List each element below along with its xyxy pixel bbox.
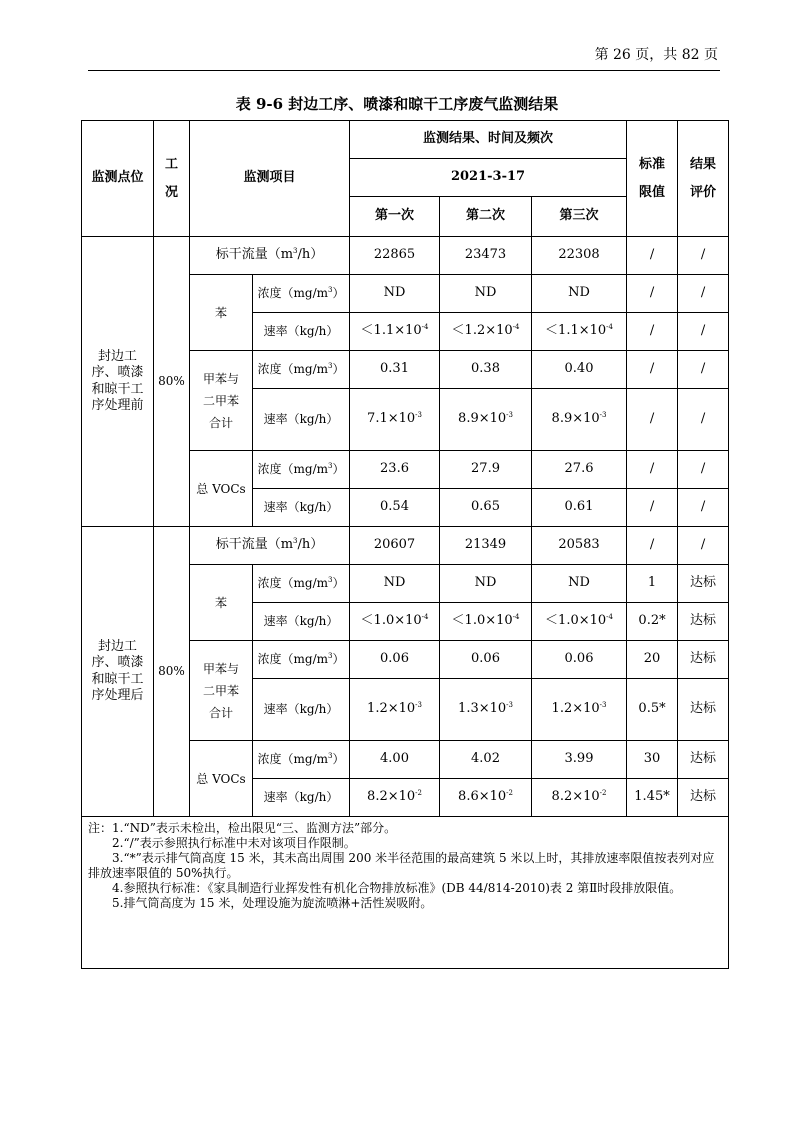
value-main: ND [568,575,590,591]
value-main: 8.9×10 [551,411,600,427]
text-end: ） [332,286,345,300]
result-value [532,275,627,313]
result-value [532,679,627,741]
pollutant-line: 甲苯与 [202,661,239,676]
result-value [532,779,627,817]
limit-cell: 1 [627,565,678,603]
value-main: 0.31 [380,361,409,377]
value-main: 0.06 [380,651,409,667]
value-main: 27.6 [564,461,594,477]
header-second: 第二次 [440,197,532,237]
value-main: 0.40 [564,361,594,377]
text-main: 浓度（mg/m [257,462,328,476]
flow-label [190,237,350,275]
evaluation-cell: 达标 [678,641,729,679]
evaluation-cell: 达标 [678,679,729,741]
evaluation-cell: / [678,237,729,275]
value-main: ＜1.1×10 [360,323,422,339]
parameter-cell [253,351,350,389]
value-main: 0.54 [380,499,409,515]
pollutant-name [190,565,253,641]
parameter-cell [253,275,350,313]
text-main: 速率（kg/h） [263,500,339,514]
flow-value: 23473 [440,237,532,275]
limit-cell: 30 [627,741,678,779]
evaluation-cell: / [678,451,729,489]
pollutant-line: 合计 [208,705,233,720]
text-main: 速率（kg/h） [263,324,339,338]
pollutant-name [190,741,253,817]
limit-cell: / [627,389,678,451]
pollutant-line: 苯 [214,305,227,320]
text-end: /h） [297,247,324,263]
value-exponent: -3 [599,701,607,710]
value-main: ＜1.1×10 [545,323,607,339]
page-number: 第 26 页，共 82 页 [594,47,718,63]
value-main: ND [383,285,406,301]
text-main: 速率（kg/h） [263,614,339,628]
pollutant-line: 二甲苯 [202,393,239,408]
result-value [532,603,627,641]
parameter-cell [253,679,350,741]
limit-cell: 20 [627,641,678,679]
result-value [350,741,440,779]
parameter-cell [253,565,350,603]
value-main: 1.2×10 [551,701,600,717]
location-line: 封边工 [97,349,137,364]
value-main: 8.2×10 [367,789,416,805]
location-line: 序处理后 [91,687,144,703]
result-value [350,603,440,641]
table-notes [82,817,729,969]
value-exponent: -4 [512,613,520,622]
value-exponent: -4 [421,323,429,332]
evaluation-cell: 达标 [678,565,729,603]
flow-value: 20583 [532,527,627,565]
note-line: 3.“*”表示排气筒高度 15 米，其未高出周围 200 米半径范围的最高建筑 5 米以上时，其排放速率限值按表列对应排放速率限值的 50%执行。 [88,851,715,880]
text-end: ） [332,576,345,590]
table-title: 表 9-6 封边工序、喷漆和晾干工序废气监测结果 [235,95,559,113]
result-value [350,389,440,451]
monitoring-results-table [81,120,729,969]
evaluation-cell: / [678,489,729,527]
parameter-cell [253,451,350,489]
text-end: ） [332,652,345,666]
parameter-cell [253,603,350,641]
result-value [440,313,532,351]
text-main: 浓度（mg/m [257,362,328,376]
result-value [440,489,532,527]
header-first: 第一次 [350,197,440,237]
parameter-cell [253,741,350,779]
limit-cell: / [627,527,678,565]
value-main: 3.99 [564,751,594,767]
value-exponent: -3 [415,411,422,420]
location-line: 封边工 [97,639,137,654]
value-exponent: -3 [599,411,607,420]
evaluation-cell: / [678,527,729,565]
result-value [350,275,440,313]
parameter-cell [253,779,350,817]
superscript: 3 [293,537,298,546]
pollutant-name [190,641,253,741]
result-value [532,389,627,451]
header-location: 监测点位 [82,121,154,237]
value-exponent: -2 [599,789,607,798]
value-exponent: -4 [606,613,613,622]
superscript: 3 [328,462,333,470]
evaluation-cell: / [678,389,729,451]
value-exponent: -4 [421,613,429,622]
header-date: 2021-3-17 [350,159,627,197]
evaluation-cell: / [678,351,729,389]
header-limit: 标准 限值 [627,121,678,237]
result-value [440,565,532,603]
text-main: 浓度（mg/m [257,576,328,590]
result-value [532,565,627,603]
note-line: 5.排气筒高度为 15 米，处理设施为旋流喷淋+活性炭吸附。 [112,896,433,910]
value-main: 0.61 [564,499,594,515]
limit-cell: / [627,351,678,389]
text-main: 速率（kg/h） [263,412,339,426]
value-main: 1.2×10 [367,701,416,717]
pollutant-name [190,275,253,351]
evaluation-cell: 达标 [678,603,729,641]
text-main: 浓度（mg/m [257,652,328,666]
value-main: 1.3×10 [458,701,507,717]
value-exponent: -4 [606,323,613,332]
limit-cell: / [627,275,678,313]
limit-cell: 1.45* [627,779,678,817]
location-line: 序处理前 [91,397,144,413]
pollutant-name [190,451,253,527]
note-line: 2.“/”表示参照执行标准中未对该项目作限制。 [112,836,356,850]
evaluation-cell: / [678,313,729,351]
value-main: ＜1.0×10 [451,613,513,629]
text-end: ） [332,362,345,376]
location-cell [82,527,154,817]
value-main: 23.6 [380,461,409,477]
condition-cell: 80% [154,237,190,527]
evaluation-cell: 达标 [678,741,729,779]
header-condition: 工 况 [154,121,190,237]
value-exponent: -3 [506,411,513,420]
result-value [440,679,532,741]
value-main: 4.02 [471,751,500,767]
result-value [532,641,627,679]
text-main: 标干流量（m [215,537,294,553]
value-main: 0.06 [564,651,594,667]
limit-cell: 0.5* [627,679,678,741]
result-value [532,741,627,779]
value-main: 8.9×10 [458,411,507,427]
result-value [440,351,532,389]
text-end: ） [332,752,345,766]
value-main: 0.06 [471,651,500,667]
result-value [532,351,627,389]
flow-label [190,527,350,565]
value-main: ND [383,575,406,591]
flow-value: 22308 [532,237,627,275]
pollutant-line: 合计 [208,415,233,430]
value-main: 8.6×10 [458,789,507,805]
value-exponent: -4 [512,323,520,332]
result-value [350,489,440,527]
value-exponent: -3 [415,701,422,710]
result-value [350,679,440,741]
header-rule [88,70,720,71]
limit-cell: / [627,489,678,527]
location-cell [82,237,154,527]
flow-value: 20607 [350,527,440,565]
text-main: 标干流量（m [215,247,294,263]
result-value [440,389,532,451]
parameter-cell [253,389,350,451]
location-line: 序、喷漆 [91,655,144,671]
flow-value: 21349 [440,527,532,565]
result-value [440,779,532,817]
parameter-cell [253,489,350,527]
pollutant-line: 苯 [214,595,227,610]
value-exponent: -2 [506,789,513,798]
result-value [532,451,627,489]
value-main: ＜1.0×10 [545,613,607,629]
superscript: 3 [328,752,333,760]
value-exponent: -3 [506,701,513,710]
pollutant-line: 总 VOCs [196,771,246,786]
value-main: ＜1.0×10 [360,613,422,629]
text-main: 速率（kg/h） [263,790,339,804]
limit-cell: / [627,237,678,275]
value-main: 0.38 [471,361,500,377]
value-main: 8.2×10 [551,789,600,805]
result-value [350,313,440,351]
limit-cell: 0.2* [627,603,678,641]
result-value [440,741,532,779]
header-evaluation: 结果 评价 [678,121,729,237]
text-main: 速率（kg/h） [263,702,339,716]
text-end: ） [332,462,345,476]
text-end: /h） [297,537,324,553]
result-value [350,641,440,679]
value-main: 0.65 [471,499,500,515]
superscript: 3 [328,286,333,294]
location-line: 和晾干工 [91,671,144,687]
header-results: 监测结果、时间及频次 [350,121,627,159]
superscript: 3 [328,652,333,660]
parameter-cell [253,313,350,351]
note-line: 4.参照执行标准：《家具制造行业挥发性有机化合物排放标准》(DB 44/814-2010)表 2 第Ⅱ时段排放限值。 [112,881,682,895]
evaluation-cell: / [678,275,729,313]
value-main: 4.00 [380,751,409,767]
value-main: 27.9 [471,461,500,477]
pollutant-line: 甲苯与 [202,371,239,386]
text-main: 浓度（mg/m [257,752,328,766]
value-main: ND [474,285,497,301]
result-value [440,641,532,679]
result-value [350,565,440,603]
value-main: ND [474,575,497,591]
result-value [350,351,440,389]
value-main: ＜1.2×10 [451,323,513,339]
flow-value: 22865 [350,237,440,275]
condition-cell: 80% [154,527,190,817]
result-value [440,275,532,313]
value-main: 7.1×10 [367,411,416,427]
result-value [532,313,627,351]
pollutant-name [190,351,253,451]
result-value [350,451,440,489]
superscript: 3 [328,362,333,370]
superscript: 3 [328,576,333,584]
value-exponent: -2 [415,789,422,798]
result-value [532,489,627,527]
value-main: ND [568,285,590,301]
note-line: 注：1.“ND”表示未检出，检出限见“三、监测方法”部分。 [88,821,397,835]
superscript: 3 [293,247,298,256]
limit-cell: / [627,313,678,351]
limit-cell: / [627,451,678,489]
result-value [350,779,440,817]
pollutant-line: 总 VOCs [196,481,246,496]
parameter-cell [253,641,350,679]
result-value [440,451,532,489]
evaluation-cell: 达标 [678,779,729,817]
header-item: 监测项目 [190,121,350,237]
location-line: 序、喷漆 [91,365,144,381]
location-line: 和晾干工 [91,381,144,397]
pollutant-line: 二甲苯 [202,683,239,698]
text-main: 浓度（mg/m [257,286,328,300]
header-third: 第三次 [532,197,627,237]
result-value [440,603,532,641]
